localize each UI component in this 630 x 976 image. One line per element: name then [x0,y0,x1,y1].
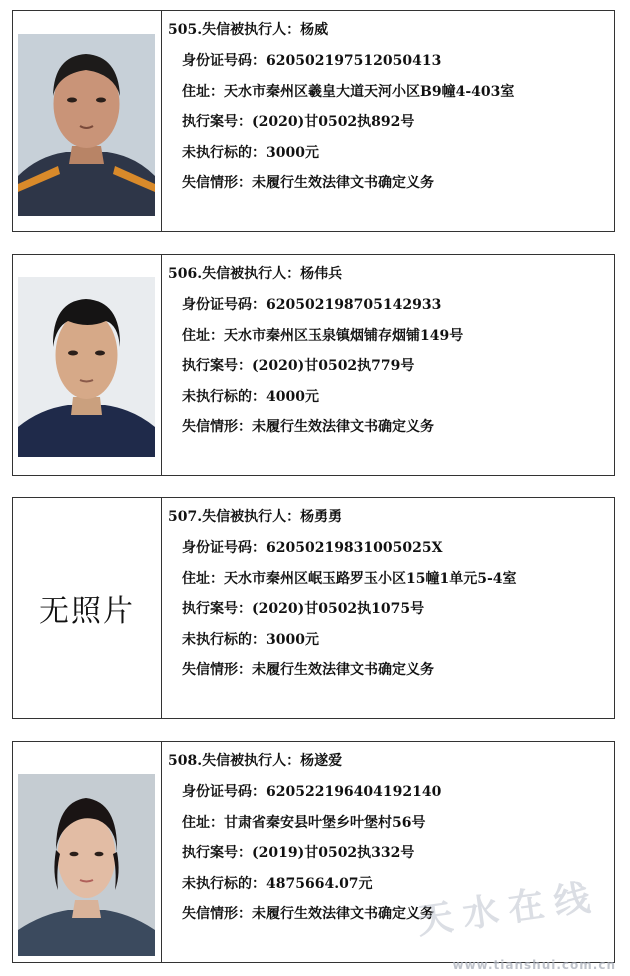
case-number-row: 执行案号：(2020)甘0502执892号 [182,114,415,130]
id-number-row: 身份证号码：620502198705142933 [182,297,442,313]
photo-cell [13,255,162,475]
address-row: 住址：天水市秦州区岷玉路罗玉小区15幢1单元5-4室 [182,570,517,587]
case-number-row: 执行案号：(2019)甘0502执332号 [182,845,415,861]
situation-row: 失信情形：未履行生效法律文书确定义务 [182,906,434,922]
watermark-logo: 天水在线 [414,876,603,943]
portrait-photo-505 [18,34,155,216]
address-row: 住址：天水市秦州区羲皇大道天河小区B9幢4-403室 [182,83,515,100]
record-card-506 [12,254,615,476]
id-number-row: 身份证号码：620502197512050413 [182,53,442,69]
amount-row: 未执行标的：4000元 [182,388,319,405]
situation-row: 失信情形：未履行生效法律文书确定义务 [182,662,434,678]
record-title: 505.失信被执行人：杨威 [168,22,329,38]
address-row: 住址：甘肃省秦安县叶堡乡叶堡村56号 [182,814,426,831]
photo-cell [13,742,162,962]
id-number-row: 身份证号码：62050219831005025X [182,540,443,556]
record-info [168,19,610,202]
situation-row: 失信情形：未履行生效法律文书确定义务 [182,419,434,435]
record-card-505 [12,10,615,232]
amount-row: 未执行标的：3000元 [182,631,319,648]
record-title: 508.失信被执行人：杨遂爱 [168,753,343,769]
portrait-photo-508 [18,774,155,956]
record-title: 506.失信被执行人：杨伟兵 [168,266,343,282]
watermark-url: www.tianshui.com.cn [452,958,616,972]
case-number-row: 执行案号：(2020)甘0502执779号 [182,358,415,374]
no-photo-label: 无照片 [39,594,135,629]
case-number-row: 执行案号：(2020)甘0502执1075号 [182,601,425,617]
photo-cell [13,11,162,231]
id-number-row: 身份证号码：620522196404192140 [182,784,442,800]
amount-row: 未执行标的：4875664.07元 [182,875,373,892]
amount-row: 未执行标的：3000元 [182,144,319,161]
situation-row: 失信情形：未履行生效法律文书确定义务 [182,175,434,191]
record-info [168,506,610,689]
record-card-507 [12,497,615,719]
record-info [168,263,610,446]
record-title: 507.失信被执行人：杨勇勇 [168,509,343,525]
address-row: 住址：天水市秦州区玉泉镇烟铺存烟铺149号 [182,327,464,344]
portrait-photo-506 [18,277,155,457]
photo-cell [13,498,162,718]
